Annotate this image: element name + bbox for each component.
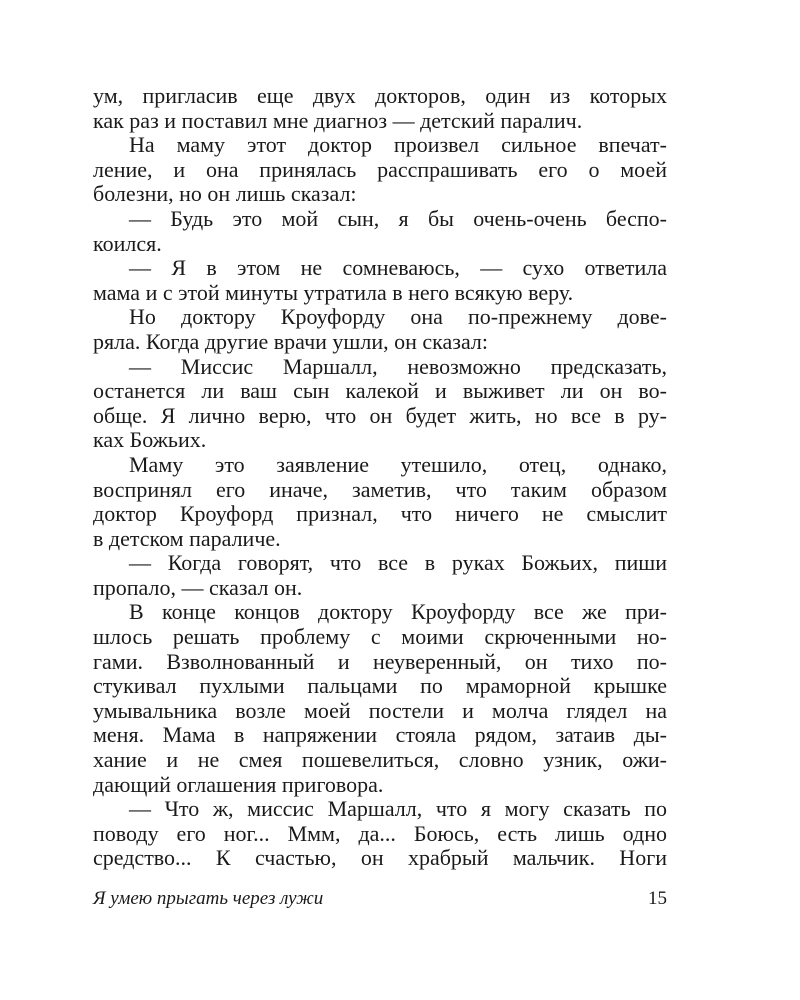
text-line: доктор Кроуфорд признал, что ничего не смыслит xyxy=(93,501,667,527)
text-line: — Я в этом не сомневаюсь, — сухо ответила xyxy=(129,255,667,281)
text-line: останется ли ваш сын калекой и выживет ли он во- xyxy=(93,378,667,404)
text-line: ум, пригласив еще двух докторов, один из которых xyxy=(93,83,667,108)
text-line: мама и с этой минуты утратила в него всякую веру. xyxy=(93,279,574,305)
text-line: в детском параличе. xyxy=(93,525,281,551)
text-line: — Что ж, миссис Маршалл, что я могу сказать по xyxy=(129,796,667,822)
text-line: — Миссис Маршалл, невозможно предсказать, xyxy=(129,353,667,379)
text-line: стукивал пухлыми пальцами по мраморной крышке xyxy=(93,673,667,699)
text-line: средство... К счастью, он храбрый мальчик. Ноги xyxy=(93,845,667,871)
page-number: 15 xyxy=(648,888,667,909)
text-line: воспринял его иначе, заметив, что таким образом xyxy=(93,476,667,502)
text-line: ряла. Когда другие врачи ушли, он сказал: xyxy=(93,328,488,354)
text-line: дающий оглашения приговора. xyxy=(93,771,384,797)
text-line: меня. Мама в напряжении стояла рядом, затаив ды- xyxy=(93,722,667,748)
text-line: умывальника возле моей постели и молча глядел на xyxy=(93,697,667,723)
text-line: коился. xyxy=(93,230,162,256)
page-footer xyxy=(93,886,667,912)
running-title: Я умею прыгать через лужи xyxy=(93,888,324,909)
text-line: обще. Я лично верю, что он будет жить, но все в ру- xyxy=(93,402,667,428)
text-line: — Будь это мой сын, я бы очень-очень беспо- xyxy=(129,205,667,231)
text-line: как раз и поставил мне диагноз — детский паралич. xyxy=(93,107,583,133)
text-line: поводу его ног... Ммм, да... Боюсь, есть лишь одно xyxy=(93,820,667,846)
text-line: ление, и она принялась расспрашивать его о моей xyxy=(93,156,667,182)
body-text xyxy=(93,84,667,871)
text-line: ках Божьих. xyxy=(93,427,207,453)
text-line: Но доктору Кроуфорду она по-прежнему дове- xyxy=(129,304,667,330)
text-line: хание и не смея пошевелиться, словно узник, ожи- xyxy=(93,747,667,773)
text-line: — Когда говорят, что все в руках Божьих, пиши xyxy=(129,550,667,576)
text-line: В конце концов доктору Кроуфорду все же при- xyxy=(129,599,667,625)
text-line: гами. Взволнованный и неуверенный, он тихо по- xyxy=(93,648,667,674)
text-line: Маму это заявление утешило, отец, однако, xyxy=(129,451,667,477)
text-line: пропало, — сказал он. xyxy=(93,574,303,600)
text-line: шлось решать проблему с моими скрюченными но- xyxy=(93,624,667,650)
text-line: болезни, но он лишь сказал: xyxy=(93,181,357,207)
text-line: На маму этот доктор произвел сильное впечат- xyxy=(129,132,667,158)
